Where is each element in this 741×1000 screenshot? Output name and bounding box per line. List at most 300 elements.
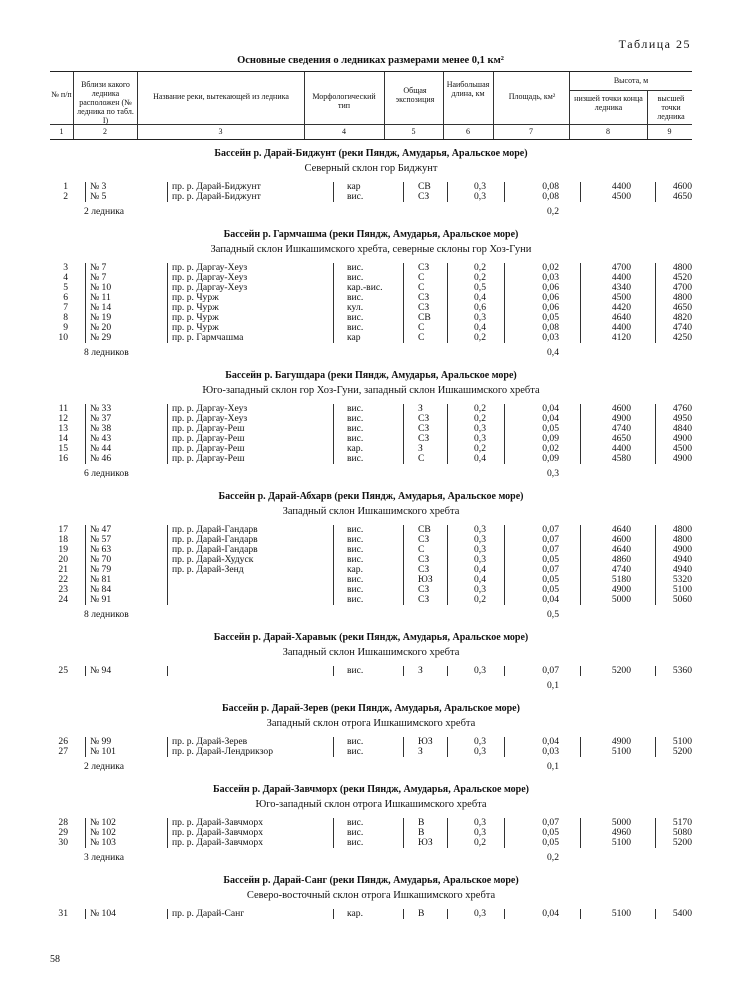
page-title: Основные сведения о ледниках размерами менее 0,1 км²	[237, 55, 504, 66]
max-length: 0,3	[474, 827, 486, 838]
min-height: 5000	[611, 594, 631, 605]
area: 0,07	[542, 524, 559, 535]
max-length: 0,3	[474, 746, 486, 757]
morph-type: вис.	[347, 524, 364, 535]
row-number: 2	[63, 191, 68, 202]
min-height: 4420	[611, 302, 631, 313]
morph-type: кар	[347, 332, 361, 343]
max-height: 4650	[672, 302, 692, 313]
river-name: пр. р. Даргау-Хеуз	[172, 272, 248, 283]
exposure: СЗ	[418, 413, 430, 424]
max-height: 4740	[672, 322, 692, 333]
min-height: 5100	[611, 746, 631, 757]
river-name: пр. р. Дарай-Гандарв	[172, 544, 258, 555]
total-area: 0,3	[547, 468, 559, 479]
basin-total	[50, 205, 692, 219]
basin-total	[50, 760, 692, 774]
slope-title: Западный склон Ишкашимского хребта, северные склоны гор Хоз-Гуни	[210, 244, 532, 255]
max-height: 4900	[672, 544, 692, 555]
page-number: 58	[50, 954, 60, 965]
min-height: 4740	[611, 564, 631, 575]
max-length: 0,4	[474, 453, 486, 464]
max-height: 5200	[672, 837, 692, 848]
row-number: 6	[63, 292, 68, 303]
row-number: 15	[58, 443, 68, 454]
min-height: 4640	[611, 312, 631, 323]
glacier-ref: № 11	[90, 292, 111, 303]
row-group	[50, 909, 692, 919]
area: 0,08	[542, 181, 559, 192]
row-number: 31	[58, 908, 68, 919]
river-name: пр. р. Дарай-Завчморх	[172, 817, 264, 828]
exposure: З	[418, 443, 423, 454]
exposure: СЗ	[418, 292, 430, 303]
area: 0,05	[542, 312, 559, 323]
row-number: 8	[63, 312, 68, 323]
area: 0,06	[542, 282, 559, 293]
max-length: 0,3	[474, 908, 486, 919]
exposure: СВ	[418, 524, 431, 535]
river-name: пр. р. Дарай-Лендрикзор	[172, 746, 274, 757]
header-col3: Название реки, вытекающей из ледника	[153, 92, 289, 101]
table-row	[50, 323, 692, 333]
max-length: 0,2	[474, 413, 486, 424]
row-number: 14	[58, 433, 68, 444]
max-length: 0,2	[474, 837, 486, 848]
exposure: С	[418, 322, 425, 333]
exposure: С	[418, 282, 425, 293]
exposure: СЗ	[418, 554, 430, 565]
basin-total	[50, 851, 692, 865]
morph-type: кул.	[347, 302, 364, 313]
row-group	[50, 818, 692, 848]
table-row	[50, 444, 692, 454]
max-height: 4800	[672, 534, 692, 545]
area: 0,06	[542, 302, 559, 313]
glacier-ref: № 7	[90, 272, 107, 283]
glacier-ref: № 37	[90, 413, 112, 424]
total-area: 0,4	[547, 347, 559, 358]
basin-title: Бассейн р. Дарай-Завчморх (реки Пяндж, Амударья, Аральское море)	[213, 784, 529, 795]
river-name: пр. р. Дарай-Биджунт	[172, 191, 261, 202]
morph-type: вис.	[347, 544, 364, 555]
max-height: 4600	[672, 181, 692, 192]
table-row	[50, 293, 692, 303]
row-number: 11	[58, 403, 68, 414]
max-height: 4820	[672, 312, 692, 323]
morph-type: вис.	[347, 554, 364, 565]
max-length: 0,3	[474, 524, 486, 535]
river-name: пр. р. Даргау-Хеуз	[172, 262, 248, 273]
row-number: 26	[58, 736, 68, 747]
area: 0,05	[542, 584, 559, 595]
table-row	[50, 454, 692, 464]
max-length: 0,3	[474, 817, 486, 828]
max-height: 5100	[672, 736, 692, 747]
table-row	[50, 525, 692, 535]
basin-title: Бассейн р. Дарай-Харавык (реки Пяндж, Амударья, Аральское море)	[213, 632, 529, 643]
glacier-ref: № 44	[90, 443, 112, 454]
header-num-3: 3	[218, 127, 223, 136]
river-name: пр. р. Дарай-Санг	[172, 908, 245, 919]
max-length: 0,3	[474, 736, 486, 747]
area: 0,02	[542, 443, 559, 454]
table-row	[50, 909, 692, 919]
area: 0,07	[542, 534, 559, 545]
min-height: 4900	[611, 736, 631, 747]
min-height: 4740	[611, 423, 631, 434]
row-number: 16	[58, 453, 68, 464]
exposure: СЗ	[418, 191, 430, 202]
header-num-2: 2	[103, 127, 107, 136]
min-height: 4960	[611, 827, 631, 838]
area: 0,04	[542, 908, 559, 919]
min-height: 4640	[611, 524, 631, 535]
header-col6: Наибольшая длина, км	[446, 80, 490, 98]
area: 0,03	[542, 332, 559, 343]
header-num-7: 7	[529, 127, 533, 136]
total-area: 0,2	[547, 206, 559, 217]
river-name: пр. р. Дарай-Гандарв	[172, 524, 258, 535]
glacier-ref: № 79	[90, 564, 112, 575]
exposure: СЗ	[418, 262, 430, 273]
river-name: пр. р. Чурж	[172, 292, 219, 303]
area: 0,09	[542, 433, 559, 444]
glacier-ref: № 14	[90, 302, 112, 313]
max-length: 0,2	[474, 403, 486, 414]
slope-title: Юго-западный склон гор Хоз-Гуни, западный склон Ишкашимского хребта	[202, 385, 540, 396]
max-length: 0,4	[474, 564, 486, 575]
glacier-ref: № 94	[90, 665, 112, 676]
header-num-9: 9	[667, 127, 672, 136]
max-length: 0,2	[474, 594, 486, 605]
morph-type: вис.	[347, 423, 364, 434]
row-group	[50, 182, 692, 202]
basin-total	[50, 346, 692, 360]
max-length: 0,3	[474, 584, 486, 595]
max-length: 0,2	[474, 262, 486, 273]
row-number: 18	[58, 534, 68, 545]
max-height: 5400	[672, 908, 692, 919]
river-name: пр. р. Чурж	[172, 322, 219, 333]
max-height: 4760	[672, 403, 692, 414]
morph-type: вис.	[347, 534, 364, 545]
river-name: пр. р. Дарай-Гандарв	[172, 534, 258, 545]
row-number: 9	[63, 322, 68, 333]
area: 0,07	[542, 544, 559, 555]
exposure: З	[418, 746, 423, 757]
min-height: 4650	[611, 433, 631, 444]
table-row	[50, 434, 692, 444]
river-name: пр. р. Дарай-Завчморх	[172, 837, 264, 848]
area: 0,07	[542, 817, 559, 828]
min-height: 4340	[611, 282, 631, 293]
row-number: 24	[58, 594, 68, 605]
glacier-ref: № 70	[90, 554, 112, 565]
header-col1: № п/п	[51, 90, 72, 99]
river-name: пр. р. Дарай-Зерев	[172, 736, 248, 747]
row-number: 12	[58, 413, 68, 424]
area: 0,07	[542, 665, 559, 676]
slope-title: Западный склон Ишкашимского хребта	[282, 506, 460, 517]
min-height: 4900	[611, 584, 631, 595]
morph-type: вис.	[347, 665, 364, 676]
basin-title: Бассейн р. Дарай-Санг (реки Пяндж, Амударья, Аральское море)	[223, 875, 519, 886]
glacier-ref: № 7	[90, 262, 107, 273]
area: 0,09	[542, 453, 559, 464]
min-height: 4600	[611, 403, 631, 414]
morph-type: вис.	[347, 584, 364, 595]
table-row	[50, 424, 692, 434]
glacier-ref: № 29	[90, 332, 112, 343]
max-height: 4800	[672, 262, 692, 273]
header-num-6: 6	[466, 127, 470, 136]
morph-type: вис.	[347, 433, 364, 444]
river-name: пр. р. Даргау-Реш	[172, 453, 245, 464]
exposure: З	[418, 403, 423, 414]
total-count: 3 ледника	[84, 852, 125, 863]
area: 0,03	[542, 746, 559, 757]
glacier-ref: № 99	[90, 736, 112, 747]
header-col2: Вблизи какого ледника расположен (№ ледника по табл. I)	[77, 80, 134, 125]
basin-title: Бассейн р. Багушдара (реки Пяндж, Амударья, Аральское море)	[225, 370, 517, 381]
min-height: 4700	[611, 262, 631, 273]
slope-title: Западный склон Ишкашимского хребта	[282, 647, 460, 658]
river-name: пр. р. Даргау-Хеуз	[172, 403, 248, 414]
morph-type: вис.	[347, 594, 364, 605]
row-number: 1	[63, 181, 68, 192]
table-row	[50, 283, 692, 293]
total-count: 8 ледников	[84, 609, 129, 620]
min-height: 4900	[611, 413, 631, 424]
exposure: СЗ	[418, 594, 430, 605]
total-area: 0,1	[547, 761, 559, 772]
area: 0,05	[542, 554, 559, 565]
river-name: пр. р. Дарай-Завчморх	[172, 827, 264, 838]
river-name: пр. р. Даргау-Реш	[172, 443, 245, 454]
min-height: 4600	[611, 534, 631, 545]
exposure: ЮЗ	[418, 837, 433, 848]
total-count: 6 ледников	[84, 468, 129, 479]
max-height: 4650	[672, 191, 692, 202]
min-height: 5100	[611, 837, 631, 848]
min-height: 4860	[611, 554, 631, 565]
basin-total	[50, 679, 692, 693]
table-body	[50, 138, 692, 919]
max-height: 5060	[672, 594, 692, 605]
total-area: 0,5	[547, 609, 559, 620]
table-row	[50, 838, 692, 848]
river-name: пр. р. Дарай-Зенд	[172, 564, 244, 575]
row-number: 28	[58, 817, 68, 828]
glacier-ref: № 101	[90, 746, 116, 757]
morph-type: вис.	[347, 413, 364, 424]
exposure: С	[418, 332, 425, 343]
river-name: пр. р. Даргау-Хеуз	[172, 413, 248, 424]
morph-type: вис.	[347, 736, 364, 747]
min-height: 5100	[611, 908, 631, 919]
table-row	[50, 303, 692, 313]
glacier-ref: № 47	[90, 524, 112, 535]
row-number: 10	[58, 332, 68, 343]
max-height: 4700	[672, 282, 692, 293]
max-height: 5080	[672, 827, 692, 838]
area: 0,05	[542, 837, 559, 848]
glacier-ref: № 43	[90, 433, 112, 444]
area: 0,02	[542, 262, 559, 273]
min-height: 4580	[611, 453, 631, 464]
river-name: пр. р. Даргау-Реш	[172, 433, 245, 444]
min-height: 4400	[611, 322, 631, 333]
min-height: 5000	[611, 817, 631, 828]
header-col8: низшей точки конца ледника	[574, 94, 643, 112]
slope-title: Северный склон гор Биджунт	[304, 163, 438, 174]
max-height: 4950	[672, 413, 692, 424]
max-length: 0,3	[474, 191, 486, 202]
max-height: 4940	[672, 554, 692, 565]
glacier-ref: № 3	[90, 181, 107, 192]
exposure: СВ	[418, 312, 431, 323]
morph-type: кар.-вис.	[347, 282, 383, 293]
row-number: 23	[58, 584, 68, 595]
basin-title: Бассейн р. Дарай-Зерев (реки Пяндж, Амударья, Аральское море)	[222, 703, 520, 714]
exposure: СЗ	[418, 433, 430, 444]
area: 0,05	[542, 423, 559, 434]
basin-total	[50, 467, 692, 481]
row-number: 29	[58, 827, 68, 838]
glacier-ref: № 102	[90, 827, 116, 838]
min-height: 4500	[611, 191, 631, 202]
area: 0,05	[542, 574, 559, 585]
glacier-ref: № 103	[90, 837, 116, 848]
min-height: 4500	[611, 292, 631, 303]
morph-type: вис.	[347, 827, 364, 838]
basin-total	[50, 608, 692, 622]
max-length: 0,3	[474, 544, 486, 555]
max-length: 0,3	[474, 665, 486, 676]
exposure: В	[418, 908, 425, 919]
max-height: 4250	[672, 332, 692, 343]
morph-type: вис.	[347, 453, 364, 464]
river-name: пр. р. Даргау-Реш	[172, 423, 245, 434]
river-name: пр. р. Гармчашма	[172, 332, 244, 343]
row-number: 3	[63, 262, 68, 273]
river-name: пр. р. Чурж	[172, 302, 219, 313]
max-length: 0,2	[474, 332, 486, 343]
table-number: Таблица 25	[618, 37, 691, 51]
header-num-5: 5	[411, 127, 416, 136]
row-group	[50, 263, 692, 343]
row-number: 19	[58, 544, 68, 555]
table-row	[50, 182, 692, 192]
row-number: 4	[63, 272, 68, 283]
table-row	[50, 333, 692, 343]
table-row	[50, 575, 692, 585]
row-number: 21	[58, 564, 68, 575]
max-length: 0,3	[474, 423, 486, 434]
exposure: СВ	[418, 181, 431, 192]
row-number: 30	[58, 837, 68, 848]
row-number: 22	[58, 574, 68, 585]
table-row	[50, 595, 692, 605]
row-number: 13	[58, 423, 68, 434]
glacier-ref: № 81	[90, 574, 112, 585]
table-row	[50, 313, 692, 323]
max-length: 0,6	[474, 302, 486, 313]
morph-type: вис.	[347, 262, 364, 273]
table-row	[50, 747, 692, 757]
min-height: 4400	[611, 181, 631, 192]
total-count: 8 ледников	[84, 347, 129, 358]
glacier-ref: № 63	[90, 544, 112, 555]
glacier-ref: № 46	[90, 453, 112, 464]
header-height-group: Высота, м	[613, 76, 649, 85]
header-num-4: 4	[342, 127, 346, 136]
basin-title: Бассейн р. Дарай-Абхарв (реки Пяндж, Амударья, Аральское море)	[218, 491, 524, 502]
area: 0,04	[542, 403, 559, 414]
table-row	[50, 404, 692, 414]
exposure: СЗ	[418, 534, 430, 545]
max-height: 4800	[672, 524, 692, 535]
glacier-ref: № 57	[90, 534, 112, 545]
table-header	[50, 71, 692, 140]
river-name: пр. р. Дарай-Биджунт	[172, 181, 261, 192]
area: 0,07	[542, 564, 559, 575]
row-group	[50, 666, 692, 676]
max-height: 4900	[672, 453, 692, 464]
row-number: 25	[58, 665, 68, 676]
area: 0,06	[542, 292, 559, 303]
row-number: 5	[63, 282, 68, 293]
header-col4: Морфологический тип	[312, 92, 376, 110]
glacier-ref: № 104	[90, 908, 116, 919]
max-length: 0,2	[474, 443, 486, 454]
table-row	[50, 545, 692, 555]
table-row	[50, 414, 692, 424]
exposure: С	[418, 544, 425, 555]
header-num-1: 1	[59, 127, 64, 136]
row-group	[50, 404, 692, 464]
max-height: 5200	[672, 746, 692, 757]
min-height: 4120	[611, 332, 631, 343]
max-length: 0,3	[474, 534, 486, 545]
max-length: 0,4	[474, 574, 486, 585]
basin-title: Бассейн р. Дарай-Биджунт (реки Пяндж, Амударья, Аральское море)	[214, 148, 528, 159]
max-height: 5360	[672, 665, 692, 676]
max-height: 4800	[672, 292, 692, 303]
min-height: 4400	[611, 443, 631, 454]
max-length: 0,4	[474, 322, 486, 333]
table-row	[50, 565, 692, 575]
total-count: 2 ледника	[84, 206, 125, 217]
max-length: 0,4	[474, 292, 486, 303]
area: 0,08	[542, 191, 559, 202]
min-height: 5180	[611, 574, 631, 585]
max-length: 0,3	[474, 181, 486, 192]
max-height: 4520	[672, 272, 692, 283]
glacier-ref: № 10	[90, 282, 112, 293]
morph-type: вис.	[347, 292, 364, 303]
morph-type: вис.	[347, 817, 364, 828]
row-number: 27	[58, 746, 68, 757]
glacier-ref: № 19	[90, 312, 112, 323]
slope-title: Северо-восточный склон отрога Ишкашимского хребта	[246, 890, 496, 901]
morph-type: кар.	[347, 564, 363, 575]
exposure: В	[418, 827, 425, 838]
header-col7: Площадь, км²	[508, 92, 556, 101]
table-row	[50, 192, 692, 202]
morph-type: кар	[347, 181, 361, 192]
